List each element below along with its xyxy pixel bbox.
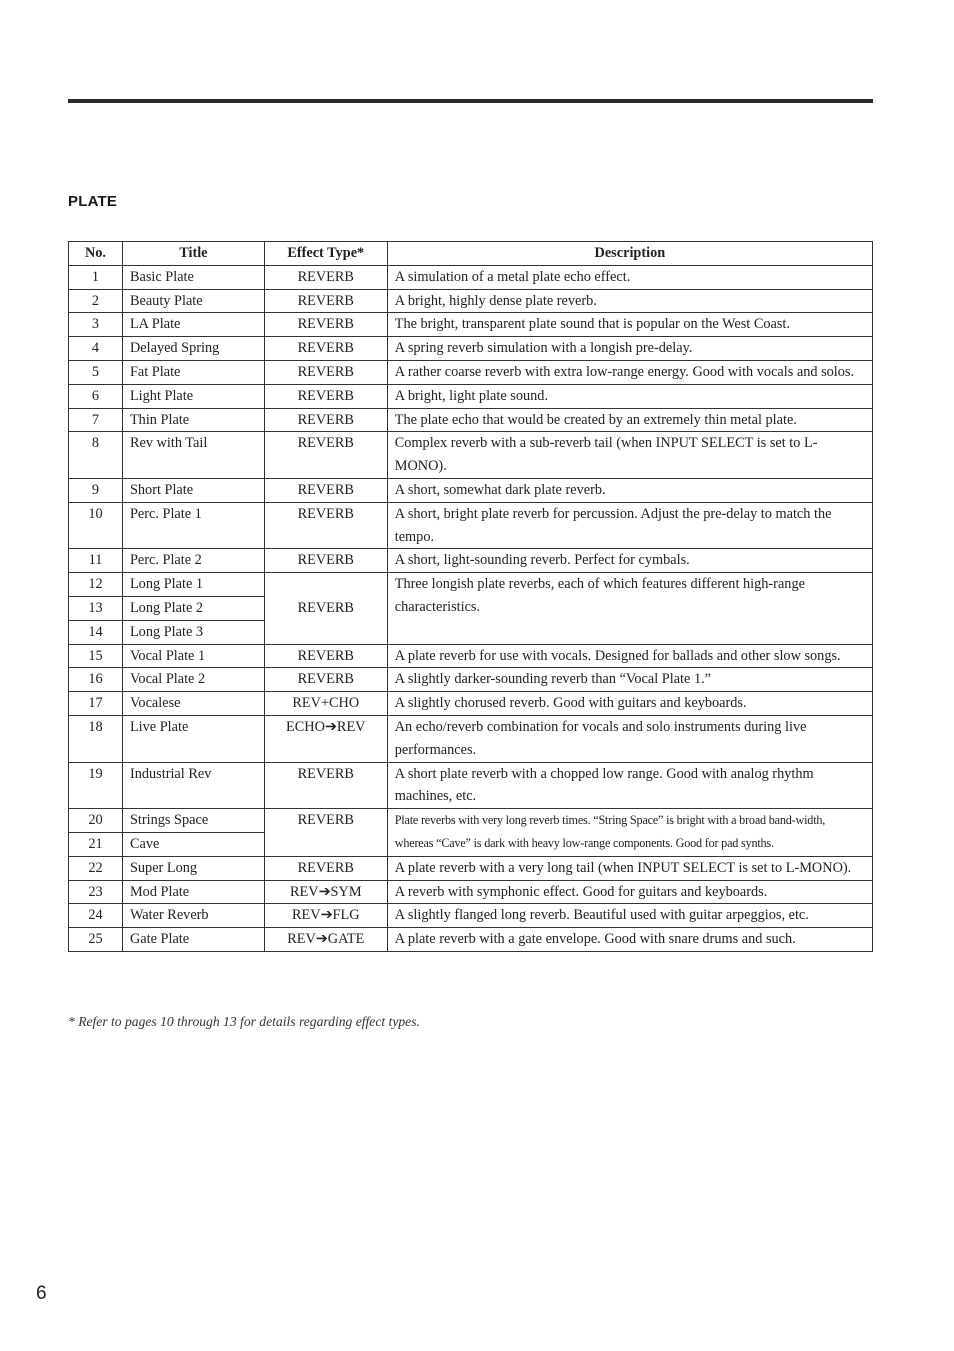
preset-title: Industrial Rev (122, 762, 264, 809)
preset-number: 15 (69, 644, 123, 668)
table-row (69, 502, 873, 549)
preset-description: A simulation of a metal plate echo effect. (387, 265, 872, 289)
preset-effect-type: REVERB (264, 360, 387, 384)
preset-number: 16 (69, 668, 123, 692)
preset-description: A slightly chorused reverb. Good with guitars and keyboards. (387, 692, 872, 716)
preset-description: A short, light-sounding reverb. Perfect for cymbals. (387, 549, 872, 573)
preset-effect-type: REVERB (264, 809, 387, 857)
table-row (69, 289, 873, 313)
preset-title: Super Long (122, 856, 264, 880)
header-rule (68, 99, 873, 103)
preset-effect-type: REV➔FLG (264, 904, 387, 928)
preset-number: 21 (69, 832, 123, 856)
preset-effect-type: REV+CHO (264, 692, 387, 716)
preset-number: 14 (69, 620, 123, 644)
preset-description: A short plate reverb with a chopped low range. Good with analog rhythm machines, etc. (387, 762, 872, 809)
preset-title: Light Plate (122, 384, 264, 408)
preset-title: Beauty Plate (122, 289, 264, 313)
preset-description: The bright, transparent plate sound that is popular on the West Coast. (387, 313, 872, 337)
preset-effect-type: REVERB (264, 644, 387, 668)
table-row (69, 762, 873, 809)
preset-title: Delayed Spring (122, 337, 264, 361)
preset-title: Long Plate 1 (122, 573, 264, 597)
column-header-title: Title (122, 242, 264, 266)
preset-description: A reverb with symphonic effect. Good for guitars and keyboards. (387, 880, 872, 904)
preset-effect-type: REVERB (264, 289, 387, 313)
preset-number: 11 (69, 549, 123, 573)
preset-description: A plate reverb with a gate envelope. Good with snare drums and such. (387, 928, 872, 952)
column-header-no: No. (69, 242, 123, 266)
preset-effect-type: REVERB (264, 762, 387, 809)
table-row (69, 549, 873, 573)
preset-number: 6 (69, 384, 123, 408)
column-header-effect-type: Effect Type* (264, 242, 387, 266)
preset-number: 24 (69, 904, 123, 928)
preset-title: Vocal Plate 1 (122, 644, 264, 668)
preset-effect-type: REVERB (264, 668, 387, 692)
preset-number: 12 (69, 573, 123, 597)
preset-effect-type: REVERB (264, 432, 387, 479)
preset-title: Short Plate (122, 478, 264, 502)
preset-title: Strings Space (122, 809, 264, 833)
table-row (69, 856, 873, 880)
preset-number: 17 (69, 692, 123, 716)
table-row (69, 313, 873, 337)
preset-number: 23 (69, 880, 123, 904)
preset-number: 7 (69, 408, 123, 432)
preset-description: A short, bright plate reverb for percussion. Adjust the pre-delay to match the tempo. (387, 502, 872, 549)
preset-title: Vocal Plate 2 (122, 668, 264, 692)
preset-effect-type: REVERB (264, 549, 387, 573)
preset-description: The plate echo that would be created by an extremely thin metal plate. (387, 408, 872, 432)
preset-effect-type: REVERB (264, 408, 387, 432)
preset-title: Perc. Plate 2 (122, 549, 264, 573)
preset-description: Three longish plate reverbs, each of which features different high-range characteristics. (387, 573, 872, 644)
preset-title: Vocalese (122, 692, 264, 716)
column-header-description: Description (387, 242, 872, 266)
table-row (69, 928, 873, 952)
preset-description: An echo/reverb combination for vocals and solo instruments during live performances. (387, 715, 872, 762)
preset-description: A spring reverb simulation with a longish pre-delay. (387, 337, 872, 361)
table-row (69, 668, 873, 692)
preset-description: A slightly flanged long reverb. Beautiful used with guitar arpeggios, etc. (387, 904, 872, 928)
preset-number: 25 (69, 928, 123, 952)
preset-title: Live Plate (122, 715, 264, 762)
preset-description: A plate reverb with a very long tail (when INPUT SELECT is set to L-MONO). (387, 856, 872, 880)
preset-effect-type: ECHO➔REV (264, 715, 387, 762)
preset-effect-type: REVERB (264, 856, 387, 880)
table-row (69, 384, 873, 408)
preset-effect-type: REV➔SYM (264, 880, 387, 904)
preset-description: A bright, highly dense plate reverb. (387, 289, 872, 313)
table-row (69, 432, 873, 479)
table-row (69, 478, 873, 502)
preset-number: 9 (69, 478, 123, 502)
preset-number: 13 (69, 596, 123, 620)
preset-number: 18 (69, 715, 123, 762)
preset-title: Perc. Plate 1 (122, 502, 264, 549)
preset-description: Plate reverbs with very long reverb times. “String Space” is bright with a broad band-width, whereas “Cave” is dark with heavy low-range components. Good for pad synths. (387, 809, 872, 857)
preset-title: Long Plate 2 (122, 596, 264, 620)
preset-effect-type: REVERB (264, 384, 387, 408)
preset-number: 8 (69, 432, 123, 479)
preset-title: Gate Plate (122, 928, 264, 952)
preset-number: 10 (69, 502, 123, 549)
section-title: PLATE (68, 193, 118, 210)
preset-effect-type: REVERB (264, 313, 387, 337)
table-row (69, 337, 873, 361)
preset-title: Long Plate 3 (122, 620, 264, 644)
table-row (69, 809, 873, 833)
preset-number: 2 (69, 289, 123, 313)
table-row (69, 408, 873, 432)
footnote: * Refer to pages 10 through 13 for details regarding effect types. (68, 1014, 420, 1029)
table-row (69, 644, 873, 668)
preset-number: 20 (69, 809, 123, 833)
preset-effect-type: REVERB (264, 478, 387, 502)
preset-effect-type: REVERB (264, 337, 387, 361)
preset-description: A short, somewhat dark plate reverb. (387, 478, 872, 502)
preset-title: Thin Plate (122, 408, 264, 432)
preset-title: Cave (122, 832, 264, 856)
preset-effect-type: REVERB (264, 573, 387, 644)
table-row (69, 692, 873, 716)
table-row (69, 880, 873, 904)
preset-table (68, 241, 873, 952)
preset-number: 4 (69, 337, 123, 361)
preset-number: 1 (69, 265, 123, 289)
preset-title: Basic Plate (122, 265, 264, 289)
preset-description: A plate reverb for use with vocals. Designed for ballads and other slow songs. (387, 644, 872, 668)
page-number: 6 (36, 1283, 47, 1304)
preset-number: 5 (69, 360, 123, 384)
preset-title: Water Reverb (122, 904, 264, 928)
table-row (69, 360, 873, 384)
table-header-row (69, 242, 873, 266)
table-row (69, 715, 873, 762)
table-body (69, 265, 873, 951)
table-row (69, 573, 873, 597)
preset-title: Mod Plate (122, 880, 264, 904)
preset-description: A rather coarse reverb with extra low-range energy. Good with vocals and solos. (387, 360, 872, 384)
preset-number: 3 (69, 313, 123, 337)
preset-effect-type: REVERB (264, 502, 387, 549)
preset-number: 19 (69, 762, 123, 809)
preset-number: 22 (69, 856, 123, 880)
table-row (69, 904, 873, 928)
preset-title: Rev with Tail (122, 432, 264, 479)
preset-title: LA Plate (122, 313, 264, 337)
preset-description: Complex reverb with a sub-reverb tail (when INPUT SELECT is set to L-MONO). (387, 432, 872, 479)
preset-description: A slightly darker-sounding reverb than “Vocal Plate 1.” (387, 668, 872, 692)
preset-effect-type: REV➔GATE (264, 928, 387, 952)
preset-title: Fat Plate (122, 360, 264, 384)
preset-effect-type: REVERB (264, 265, 387, 289)
table-row (69, 265, 873, 289)
preset-description: A bright, light plate sound. (387, 384, 872, 408)
